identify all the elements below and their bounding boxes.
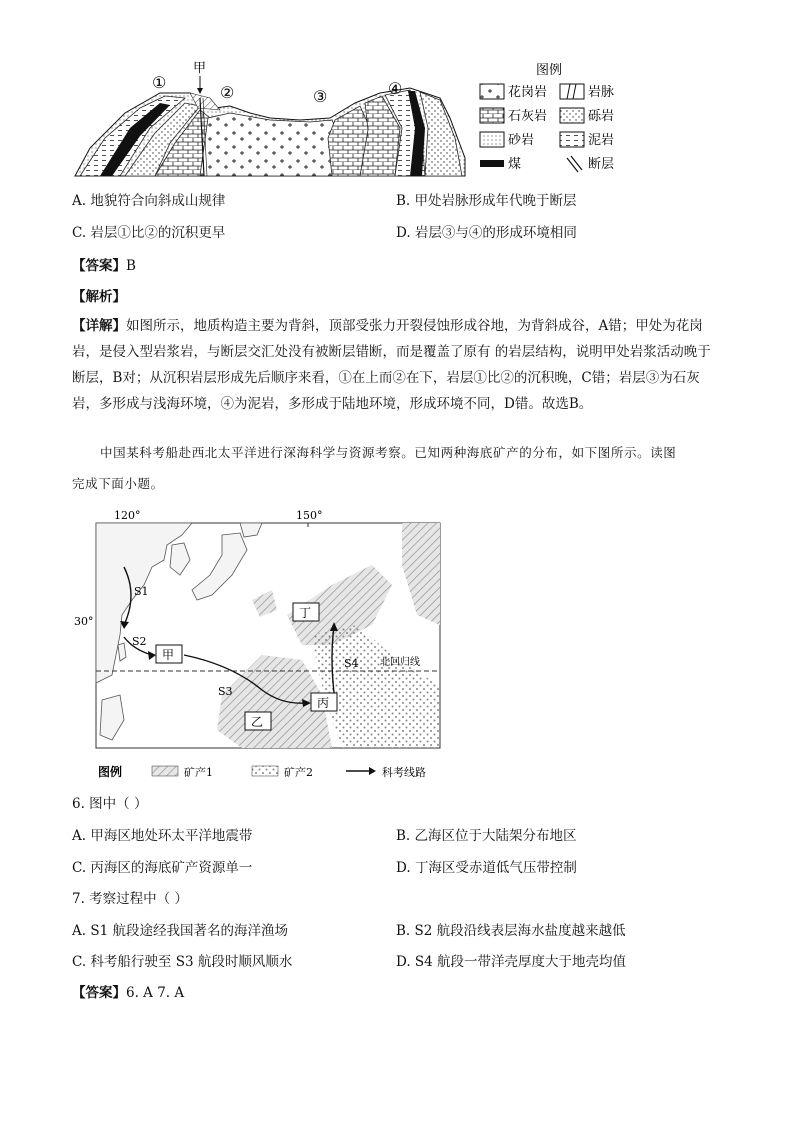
prev-option-a: A. 地貌符合向斜成山规律 <box>72 193 226 209</box>
lon-120: 120° <box>114 509 141 522</box>
route-label-s4: S4 <box>344 657 359 670</box>
map-legend-title: 图例 <box>98 765 123 779</box>
prev-option-c: C. 岩层①比②的沉积更早 <box>72 225 226 241</box>
route-label-s3: S3 <box>218 685 233 698</box>
label-3: ③ <box>313 87 328 106</box>
label-2: ② <box>220 83 235 102</box>
route-label-s2: S2 <box>132 635 147 648</box>
prev-option-b: B. 甲处岩脉形成年代晚于断层 <box>396 193 577 209</box>
svg-text:花岗岩: 花岗岩 <box>508 85 548 100</box>
svg-text:泥岩: 泥岩 <box>588 133 615 148</box>
legend-fault <box>567 156 614 172</box>
map-legend-mineral1: 矿产1 <box>184 766 213 779</box>
detail-text: 如图所示，地质构造主要为背斜，顶部受张力开裂侵蚀形成谷地，为背斜成谷，A错；甲处为花岗岩，是侵入型岩浆岩，与断层交汇处没有被断层错断，而是覆盖了原有 的岩层结构，说明甲处岩浆活动晚于断层，B对；从沉积岩层形成先后顺序来看，①在上而②在下，岩层①比②的沉积晚，C错；岩层③为石灰岩，多形成与浅海环境，④为泥岩，多形成于陆地环境，形成环境不同，D错。故选B。 <box>72 318 711 412</box>
label-4: ④ <box>388 79 403 98</box>
area-jia: 甲 <box>162 648 175 662</box>
legend-vein <box>560 84 614 100</box>
q7-option-a: A. S1 航段途经我国著名的海洋渔场 <box>72 923 288 939</box>
area-ding: 丁 <box>299 606 312 620</box>
label-1: ① <box>152 73 167 92</box>
q7-stem: 7. 考察过程中（ ） <box>72 891 188 907</box>
detail-paragraph <box>72 313 724 417</box>
tropic-label: 北回归线 <box>380 657 420 668</box>
legend-coal <box>480 156 521 172</box>
svg-text:砂岩: 砂岩 <box>508 133 535 148</box>
geology-section-figure <box>70 58 630 183</box>
area-yi: 乙 <box>251 715 264 729</box>
q6-option-c: C. 丙海区的海底矿产资源单一 <box>72 860 253 876</box>
prev-option-d: D. 岩层③与④的形成环境相同 <box>396 225 577 241</box>
route-label-s1: S1 <box>134 585 149 598</box>
q6-option-d: D. 丁海区受赤道低气压带控制 <box>396 860 577 876</box>
answer-1 <box>72 257 136 275</box>
lon-150: 150° <box>296 509 323 522</box>
q6-stem: 6. 图中（ ） <box>72 796 148 812</box>
q6-option-a: A. 甲海区地处环太平洋地震带 <box>72 828 253 844</box>
svg-text:砾岩: 砾岩 <box>588 109 615 124</box>
ocean-map-figure <box>72 505 472 785</box>
intro-line-2: 完成下面小题。 <box>72 476 164 491</box>
svg-text:断层: 断层 <box>588 157 615 172</box>
map-legend-route: 科考线路 <box>382 766 426 779</box>
legend-sandstone <box>480 132 534 148</box>
area-bing: 丙 <box>317 696 330 710</box>
q7-option-d: D. S4 航段一带洋壳厚度大于地壳均值 <box>396 954 627 970</box>
legend-limestone <box>480 108 547 124</box>
legend-title: 图例 <box>536 63 563 78</box>
analysis-tag: 【解析】 <box>72 289 126 305</box>
svg-text:煤: 煤 <box>508 157 522 172</box>
answer-2 <box>72 984 184 1002</box>
label-jia: 甲 <box>193 61 207 76</box>
detail-tag: 【详解】 <box>72 318 126 334</box>
map-legend-mineral2: 矿产2 <box>284 766 313 779</box>
answer-tag: 【答案】 <box>72 258 126 274</box>
answer-value: B <box>126 258 136 274</box>
lat-30: 30° <box>74 615 94 628</box>
q7-option-b: B. S2 航段沿线表层海水盐度越来越低 <box>396 923 626 939</box>
legend-mudstone <box>560 132 614 148</box>
q7-option-c: C. 科考船行驶至 S3 航段时顺风顺水 <box>72 954 293 970</box>
svg-text:石灰岩: 石灰岩 <box>508 109 548 124</box>
legend-conglomerate <box>560 108 614 124</box>
intro-line-1: 中国某科考船赴西北太平洋进行深海科学与资源考察。已知两种海底矿产的分布，如下图所示。读图 <box>100 445 677 460</box>
svg-text:岩脉: 岩脉 <box>588 85 615 100</box>
q6-option-b: B. 乙海区位于大陆架分布地区 <box>396 828 577 844</box>
legend-granite <box>480 84 547 100</box>
answer-tag-2: 【答案】 <box>72 985 126 1001</box>
answer-value-2: 6. A 7. A <box>126 985 185 1001</box>
